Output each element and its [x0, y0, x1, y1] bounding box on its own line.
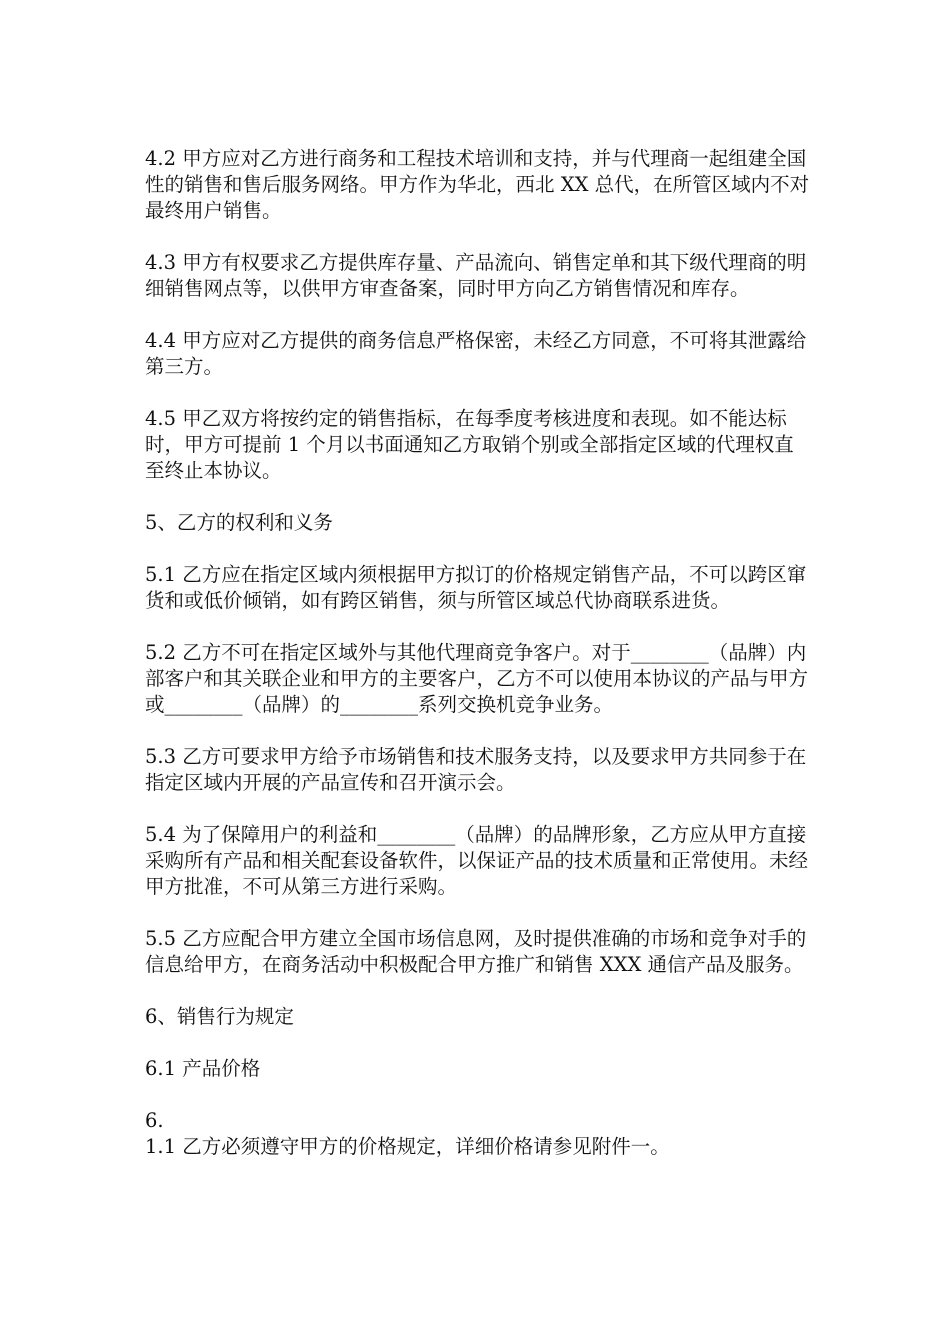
- clause-5-1: 5.1 乙方应在指定区域内须根据甲方拟订的价格规定销售产品，不可以跨区窜货和或低价倾销，如有跨区销售，须与所管区域总代协商联系进货。: [145, 563, 807, 612]
- clause-5-2: 5.2 乙方不可在指定区域外与其他代理商竞争客户。对于________（品牌）内部客户和其关联企业和甲方的主要客户，乙方不可以使用本协议的产品与甲方或________（品牌）的________系列交换机竞争业务。: [145, 641, 809, 716]
- section-5-heading: 5、乙方的权利和义务: [145, 511, 333, 534]
- clause-4-3: 4.3 甲方有权要求乙方提供库存量、产品流向、销售定单和其下级代理商的明细销售网点等，以供甲方审查备案，同时甲方向乙方销售情况和库存。: [145, 251, 807, 300]
- clause-5-5: 5.5 乙方应配合甲方建立全国市场信息网，及时提供准确的市场和竞争对手的信息给甲方，在商务活动中积极配合甲方推广和销售 XXX 通信产品及服务。: [145, 927, 807, 976]
- clause-6-fragment: 6.: [145, 1109, 164, 1132]
- clause-5-3: 5.3 乙方可要求甲方给予市场销售和技术服务支持，以及要求甲方共同参于在指定区域内开展的产品宣传和召开演示会。: [145, 745, 807, 794]
- clause-4-5: 4.5 甲乙双方将按约定的销售指标，在每季度考核进度和表现。如不能达标时，甲方可提前 1 个月以书面通知乙方取销个别或全部指定区域的代理权直至终止本协议。: [145, 407, 794, 482]
- section-6-heading: 6、销售行为规定: [145, 1005, 294, 1028]
- clause-5-4: 5.4 为了保障用户的利益和________（品牌）的品牌形象，乙方应从甲方直接采购所有产品和相关配套设备软件，以保证产品的技术质量和正常使用。未经甲方批准，不可从第三方进行采购。: [145, 823, 809, 898]
- clause-6-1-1: 1.1 乙方必须遵守甲方的价格规定，详细价格请参见附件一。: [145, 1135, 670, 1158]
- document-body: [145, 146, 810, 1186]
- clause-4-4: 4.4 甲方应对乙方提供的商务信息严格保密，未经乙方同意，不可将其泄露给第三方。: [145, 329, 807, 378]
- clause-6-1-heading: 6.1 产品价格: [145, 1057, 261, 1080]
- clause-4-2: 4.2 甲方应对乙方进行商务和工程技术培训和支持，并与代理商一起组建全国性的销售和售后服务网络。甲方作为华北，西北 XX 总代，在所管区域内不对最终用户销售。: [145, 147, 810, 222]
